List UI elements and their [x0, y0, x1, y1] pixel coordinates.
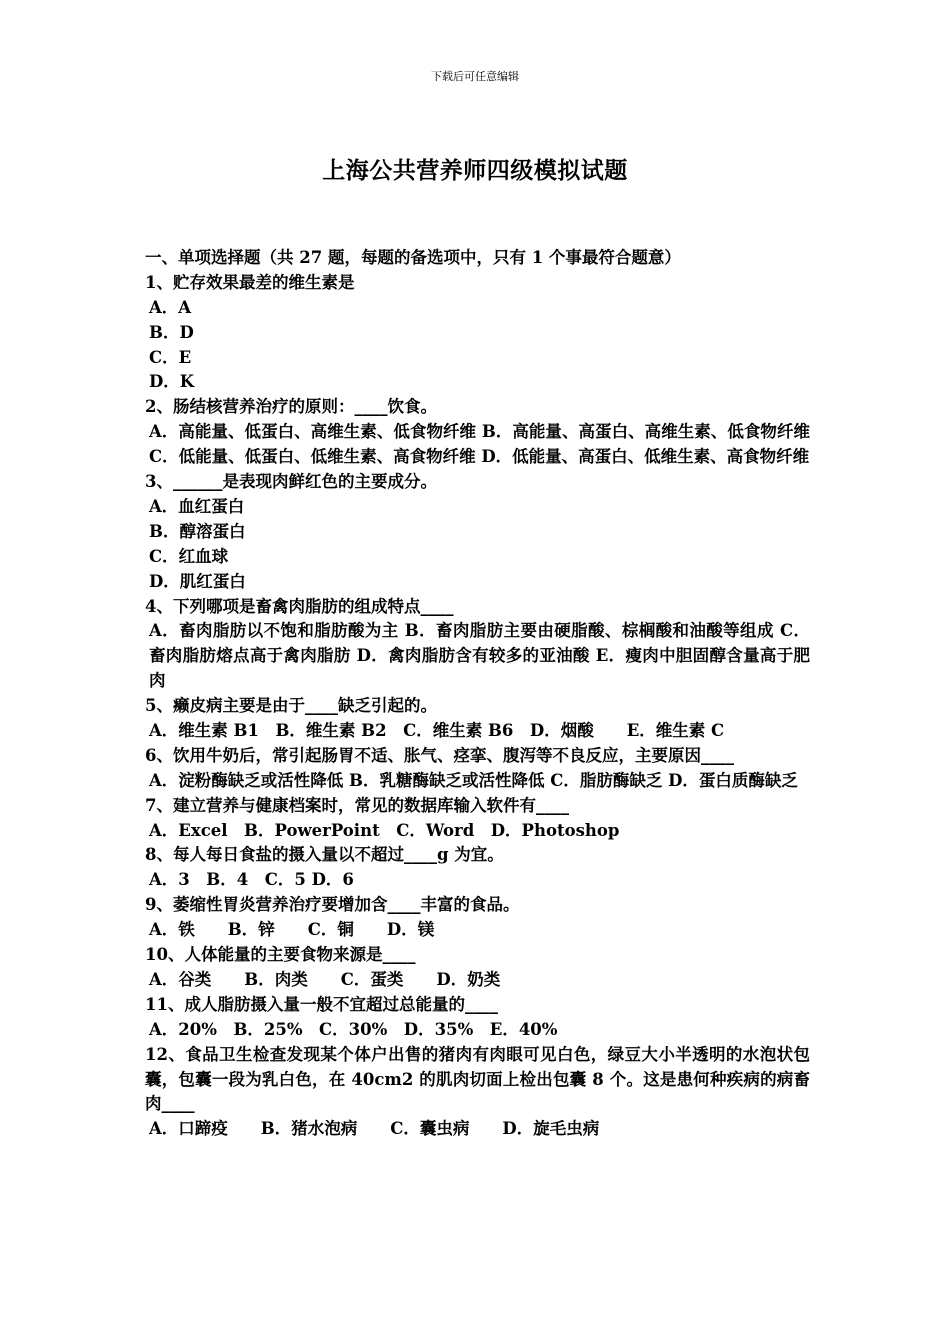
option: C．红血球	[149, 546, 229, 566]
question-12: 12、食品卫生检查发现某个体户出售的猪肉有肉眼可见白色，绿豆大小半透明的水泡状包囊，包囊一段为乳白色，在 40cm2 的肌肉切面上检出包囊 8 个。这是患何种疾病的病畜肉____	[145, 1044, 810, 1114]
options-block: A．畜肉脂肪以不饱和脂肪酸为主 B．畜肉脂肪主要由硬脂酸、棕榈酸和油酸等组成 C．畜肉脂肪熔点高于禽肉脂肪 D．禽肉脂肪含有较多的亚油酸 E．瘦肉中胆固醇含量高于肥肉	[149, 621, 810, 691]
question-5: 5、癞皮病主要是由于____缺乏引起的。	[145, 696, 437, 716]
options-block: A．高能量、低蛋白、高维生素、低食物纤维 B．高能量、高蛋白、高维生素、低食物纤维 C．低能量、低蛋白、低维生素、高食物纤维 D．低能量、高蛋白、低维生素、高食物纤维	[149, 422, 810, 467]
question-2: 2、肠结核营养治疗的原则：____饮食。	[145, 397, 437, 417]
option: A．血红蛋白	[149, 496, 245, 516]
question-1: 1、贮存效果最差的维生素是	[145, 272, 355, 292]
option: C．E	[149, 347, 192, 367]
question-4: 4、下列哪项是畜禽肉脂肪的组成特点____	[145, 596, 454, 616]
document-body	[145, 246, 810, 1142]
header-note: 下载后可任意编辑	[431, 70, 519, 83]
options-inline: A．3 B．4 C．5 D．6	[149, 870, 354, 890]
question-3: 3、______是表现肉鲜红色的主要成分。	[145, 472, 437, 492]
option: B．醇溶蛋白	[149, 521, 246, 541]
question-6: 6、饮用牛奶后，常引起肠胃不适、胀气、痉挛、腹泻等不良反应，主要原因____	[145, 745, 734, 765]
question-11: 11、成人脂肪摄入量一般不宜超过总能量的____	[145, 994, 498, 1014]
option: D．K	[149, 372, 195, 392]
option: D．肌红蛋白	[149, 571, 246, 591]
section-heading: 一、单项选择题（共 27 题，每题的备选项中，只有 1 个事最符合题意）	[145, 248, 681, 267]
options-inline: A．口蹄疫 B．猪水泡病 C．囊虫病 D．旋毛虫病	[149, 1119, 600, 1139]
question-10: 10、人体能量的主要食物来源是____	[145, 945, 416, 965]
options-inline: A．谷类 B．肉类 C．蛋类 D．奶类	[149, 969, 501, 989]
options-inline: A．铁 B．锌 C．铜 D．镁	[149, 920, 435, 940]
options-inline: A．维生素 B1 B．维生素 B2 C．维生素 B6 D．烟酸 E．维生素 C	[149, 721, 725, 740]
option: A．A	[149, 297, 192, 317]
options-block: A．淀粉酶缺乏或活性降低 B．乳糖酶缺乏或活性降低 C．脂肪酶缺乏 D．蛋白质酶缺乏	[149, 770, 798, 790]
option: B．D	[149, 322, 194, 342]
question-8: 8、每人每日食盐的摄入量以不超过____g 为宜。	[145, 845, 504, 865]
question-9: 9、萎缩性胃炎营养治疗要增加含____丰富的食品。	[145, 895, 520, 915]
question-7: 7、建立营养与健康档案时，常见的数据库输入软件有____	[145, 795, 569, 815]
document-title: 上海公共营养师四级模拟试题	[322, 157, 628, 184]
options-inline: A．Excel B．PowerPoint C．Word D．Photoshop	[149, 820, 620, 840]
options-inline: A．20% B．25% C．30% D．35% E．40%	[149, 1019, 558, 1039]
